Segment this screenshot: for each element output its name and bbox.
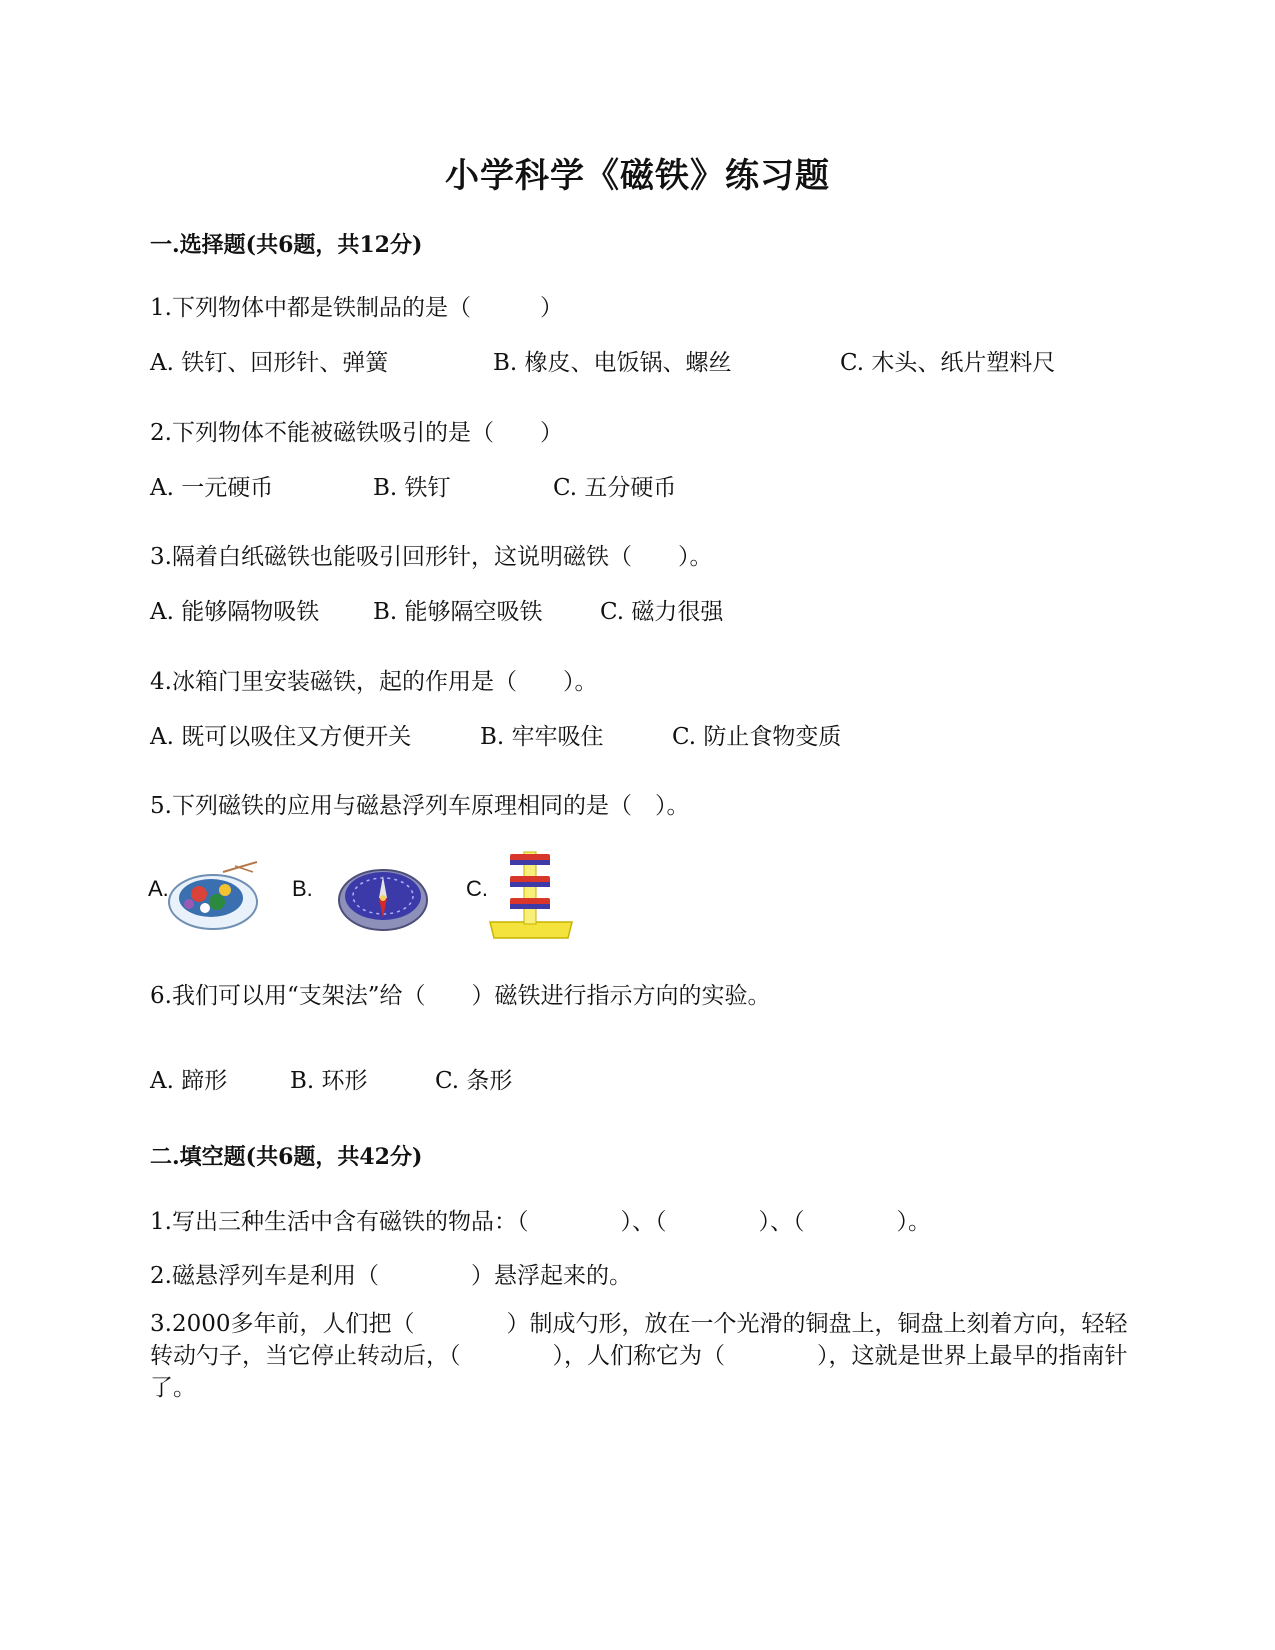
floating-magnet-dish-illustration xyxy=(165,852,265,934)
question-4-option-b: B. 牢牢吸住 xyxy=(480,724,604,750)
question-3-option-c: C. 磁力很强 xyxy=(600,599,724,625)
question-1-option-a: A. 铁钉、回形针、弹簧 xyxy=(150,350,389,376)
section-heading-fill-in: 二.填空题(共6题，共42分) xyxy=(150,1144,423,1170)
fill-question-1: 1.写出三种生活中含有磁铁的物品：（ ）、（ ）、（ ）。 xyxy=(150,1209,931,1235)
question-1-option-b: B. 橡皮、电饭锅、螺丝 xyxy=(493,350,732,376)
page-title: 小学科学《磁铁》练习题 xyxy=(445,156,830,196)
question-2-option-b: B. 铁钉 xyxy=(373,475,451,501)
question-6-option-c: C. 条形 xyxy=(435,1068,513,1094)
question-4-option-c: C. 防止食物变质 xyxy=(672,724,842,750)
question-5-option-a-label: A. xyxy=(148,876,169,901)
section-heading-choice: 一.选择题(共6题，共12分) xyxy=(150,232,423,258)
question-3-option-a: A. 能够隔物吸铁 xyxy=(150,599,320,625)
question-5-option-c-label: C. xyxy=(466,876,488,901)
fill-question-3: 3.2000多年前，人们把（ ）制成勺形，放在一个光滑的铜盘上，铜盘上刻着方向，轻轻转动勺子，当它停止转动后，（ ），人们称它为（ ），这就是世界上最早的指南针了。 xyxy=(150,1311,1128,1401)
compass-illustration xyxy=(335,852,431,934)
levitating-ring-magnets-illustration xyxy=(488,846,574,942)
question-3: 3.隔着白纸磁铁也能吸引回形针，这说明磁铁（ ）。 xyxy=(150,544,713,570)
question-2-option-a: A. 一元硬币 xyxy=(150,475,274,501)
question-2: 2.下列物体不能被磁铁吸引的是（ ） xyxy=(150,420,563,446)
question-3-option-b: B. 能够隔空吸铁 xyxy=(373,599,543,625)
fill-question-2: 2.磁悬浮列车是利用（ ）悬浮起来的。 xyxy=(150,1263,632,1289)
question-5: 5.下列磁铁的应用与磁悬浮列车原理相同的是（ ）。 xyxy=(150,793,690,819)
question-4-option-a: A. 既可以吸住又方便开关 xyxy=(150,724,412,750)
question-4: 4.冰箱门里安装磁铁，起的作用是（ ）。 xyxy=(150,669,598,695)
question-6-option-a: A. 蹄形 xyxy=(150,1068,228,1094)
question-6-option-b: B. 环形 xyxy=(290,1068,368,1094)
question-1-option-c: C. 木头、纸片塑料尺 xyxy=(840,350,1056,376)
question-2-option-c: C. 五分硬币 xyxy=(553,475,677,501)
question-6: 6.我们可以用“支架法”给（ ）磁铁进行指示方向的实验。 xyxy=(150,983,771,1009)
question-5-option-b-label: B. xyxy=(292,876,313,901)
question-1: 1.下列物体中都是铁制品的是（ ） xyxy=(150,295,563,321)
